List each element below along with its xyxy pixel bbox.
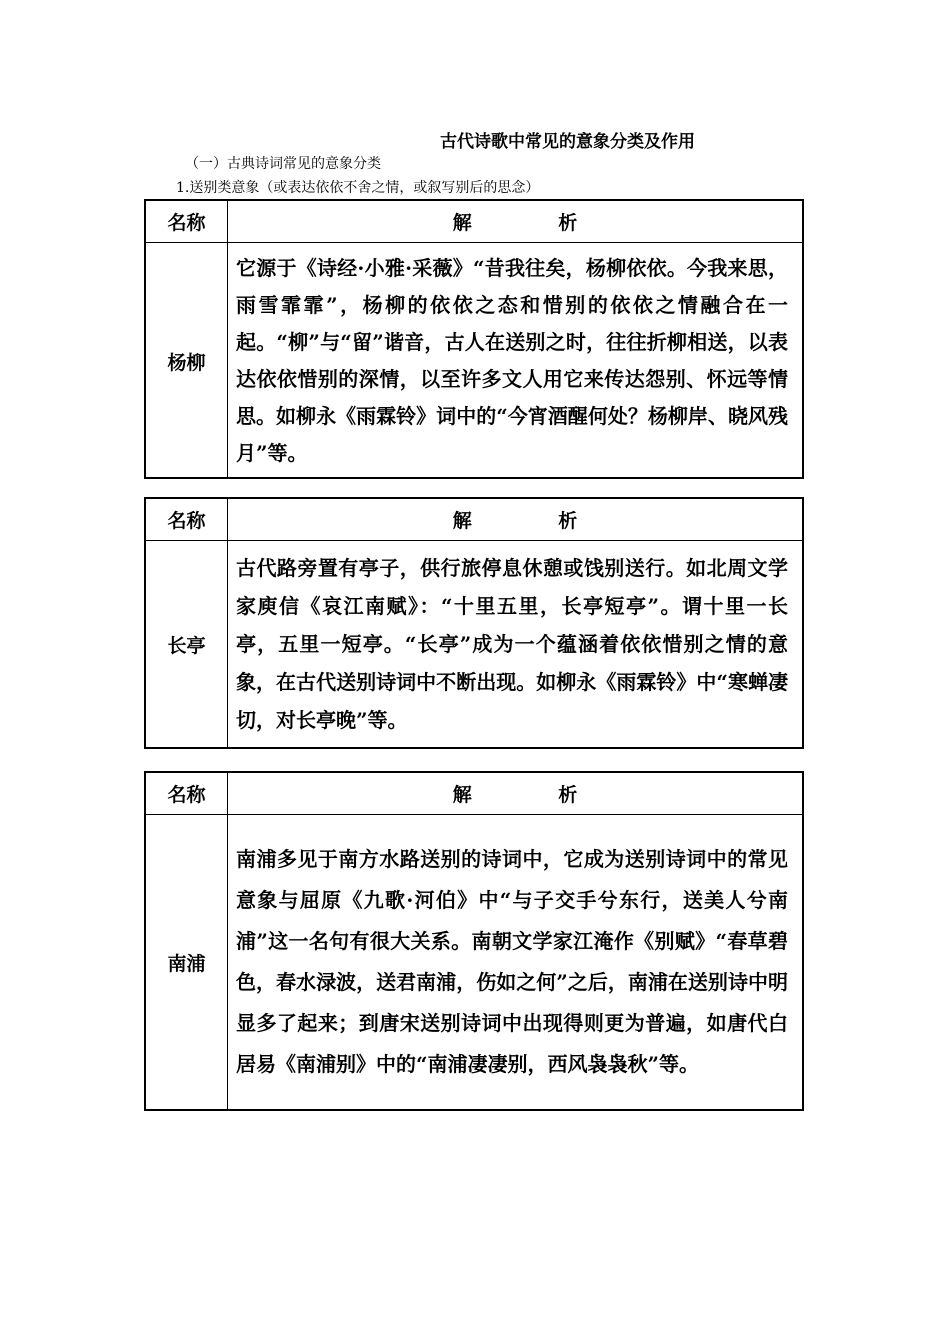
imagery-name-cell: 南浦 (146, 815, 228, 1109)
imagery-analysis-cell: 古代路旁置有亭子，供行旅停息休憩或饯别送行。如北周文学家庾信《哀江南赋》：“十里五里，长亭短亭”。谓十里一长亭，五里一短亭。“长亭”成为一个蕴涵着依依惜别之情的意象，在古代送别诗词中不断出现。如柳永《雨霖铃》中“寒蝉凄切，对长亭晚”等。 (236, 556, 788, 732)
section-heading: （一）古典诗词常见的意象分类 (185, 156, 381, 172)
imagery-table-yangliu (144, 199, 804, 479)
table-row (146, 815, 802, 1109)
table-row (146, 541, 802, 747)
table-header-row (146, 499, 802, 541)
header-name-cell: 名称 (146, 499, 228, 540)
imagery-name-cell: 长亭 (146, 541, 228, 747)
header-analysis-cell: 解 析 (452, 784, 618, 806)
header-analysis-cell: 解 析 (452, 510, 618, 532)
table-header-row (146, 773, 802, 815)
document-title: 古代诗歌中常见的意象分类及作用 (440, 132, 695, 152)
imagery-table-changting (144, 497, 804, 749)
imagery-name-cell: 杨柳 (146, 243, 228, 479)
table-header-row (146, 201, 802, 243)
imagery-table-nanpu (144, 771, 804, 1111)
imagery-analysis-cell: 南浦多见于南方水路送别的诗词中，它成为送别诗词中的常见意象与屈原《九歌·河伯》中“与子交手兮东行，送美人兮南浦”这一名句有很大关系。南朝文学家江淹作《别赋》“春草碧色，春水渌波，送君南浦，伤如之何”之后，南浦在送别诗中明显多了起来；到唐宋送别诗词中出现得则更为普遍，如唐代白居易《南浦别》中的“南浦凄凄别，西风袅袅秋”等。 (236, 847, 788, 1076)
imagery-analysis-cell: 它源于《诗经·小雅·采薇》“昔我往矣，杨柳依依。今我来思，雨雪霏霏”，杨柳的依依之态和惜别的依依之情融合在一起。“柳”与“留”谐音，古人在送别之时，往往折柳相送，以表达依依惜别的深情，以至许多文人用它来传达怨别、怀远等情思。如柳永《雨霖铃》词中的“今宵酒醒何处？杨柳岸、晓风残月”等。 (236, 256, 788, 465)
header-name-cell: 名称 (146, 773, 228, 814)
table-row (146, 243, 802, 479)
header-name-cell: 名称 (146, 201, 228, 242)
category-heading: 1.送别类意象（或表达依依不舍之情，或叙写别后的思念） (176, 180, 540, 196)
header-analysis-cell: 解 析 (452, 212, 618, 234)
